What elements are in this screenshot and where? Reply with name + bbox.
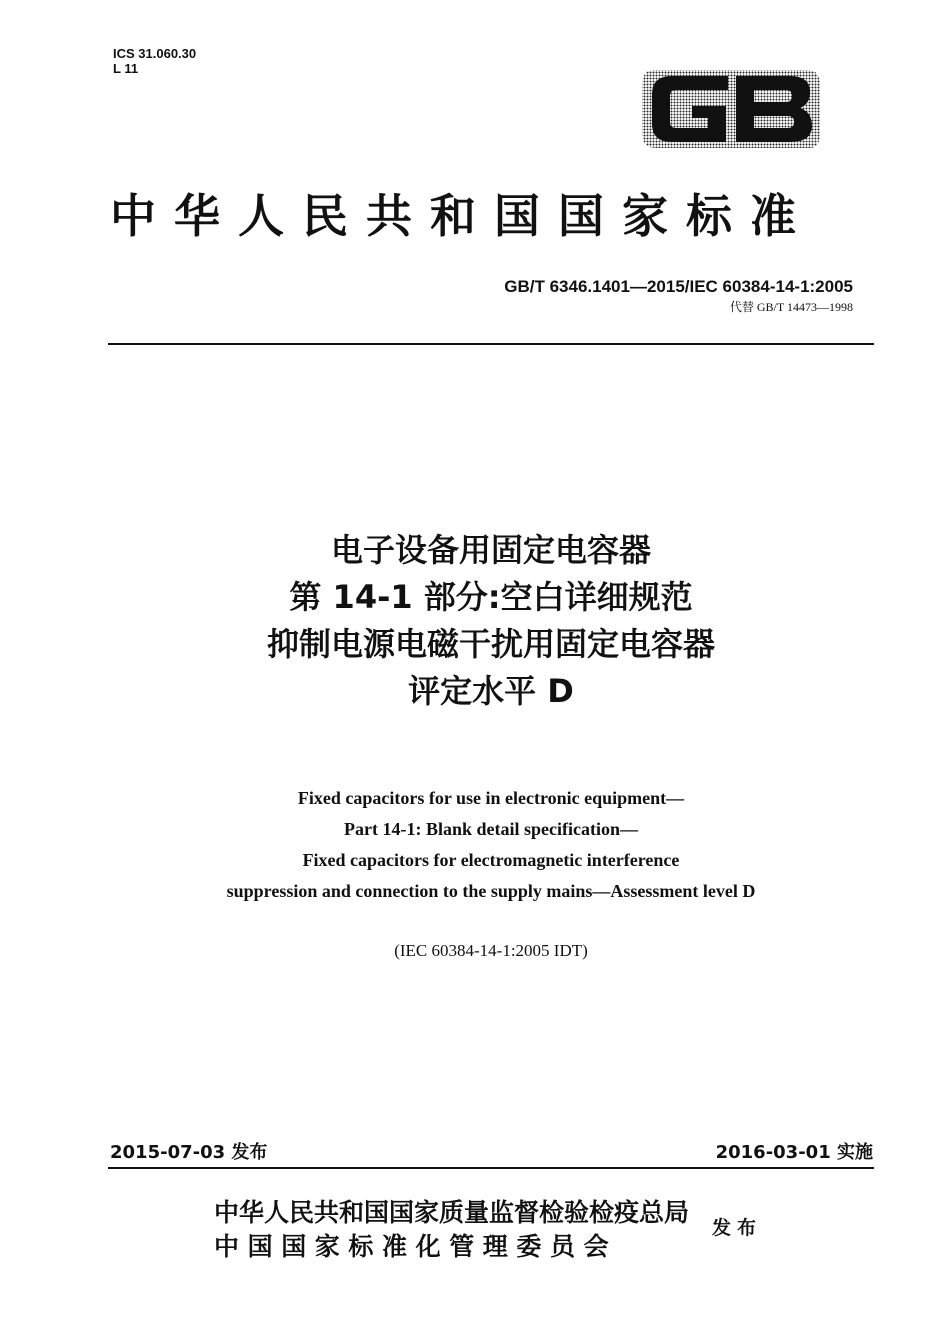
footer-divider xyxy=(108,1167,874,1169)
issued-label: 发布 xyxy=(712,1217,763,1239)
chinese-title xyxy=(0,527,950,715)
chinese-title-line-4: 评定水平 D xyxy=(408,672,574,710)
replaces-standard: 代替 GB/T 14473—1998 xyxy=(729,300,853,314)
issuing-authorities xyxy=(214,1196,689,1264)
chinese-title-line-3: 抑制电源电磁干扰用固定电容器 xyxy=(266,625,715,663)
chinese-title-line-1: 电子设备用固定电容器 xyxy=(330,531,651,569)
chinese-title-line-2: 第 14-1 部分:空白详细规范 xyxy=(289,578,693,616)
english-title-line-2: Part 14-1: Blank detail specification— xyxy=(344,819,638,839)
ccs-code: L 11 xyxy=(113,61,139,76)
english-title-line-3: Fixed capacitors for electromagnetic interference xyxy=(302,850,680,870)
national-standard-title: 中华人民共和国国家标准 xyxy=(110,189,814,243)
release-date: 2015-07-03 发布 xyxy=(110,1142,268,1163)
issuer-aqsiq: 中华人民共和国国家质量监督检验检疫总局 xyxy=(214,1198,690,1227)
gb-standard-logo-icon xyxy=(640,62,822,156)
ics-code: ICS 31.060.30 xyxy=(113,46,197,61)
classification-codes xyxy=(113,46,196,76)
header-divider xyxy=(108,343,874,345)
iec-equivalence-reference: (IEC 60384-14-1:2005 IDT) xyxy=(394,941,588,960)
english-title-line-4: suppression and connection to the supply mains—Assessment level D xyxy=(226,881,756,901)
issuer-sac: 中国国家标准化管理委员会 xyxy=(214,1232,618,1261)
standard-number: GB/T 6346.1401—2015/IEC 60384-14-1:2005 xyxy=(504,277,853,296)
english-title xyxy=(0,783,950,907)
implementation-date: 2016-03-01 实施 xyxy=(715,1142,873,1163)
english-title-line-1: Fixed capacitors for use in electronic equipment— xyxy=(297,788,685,808)
